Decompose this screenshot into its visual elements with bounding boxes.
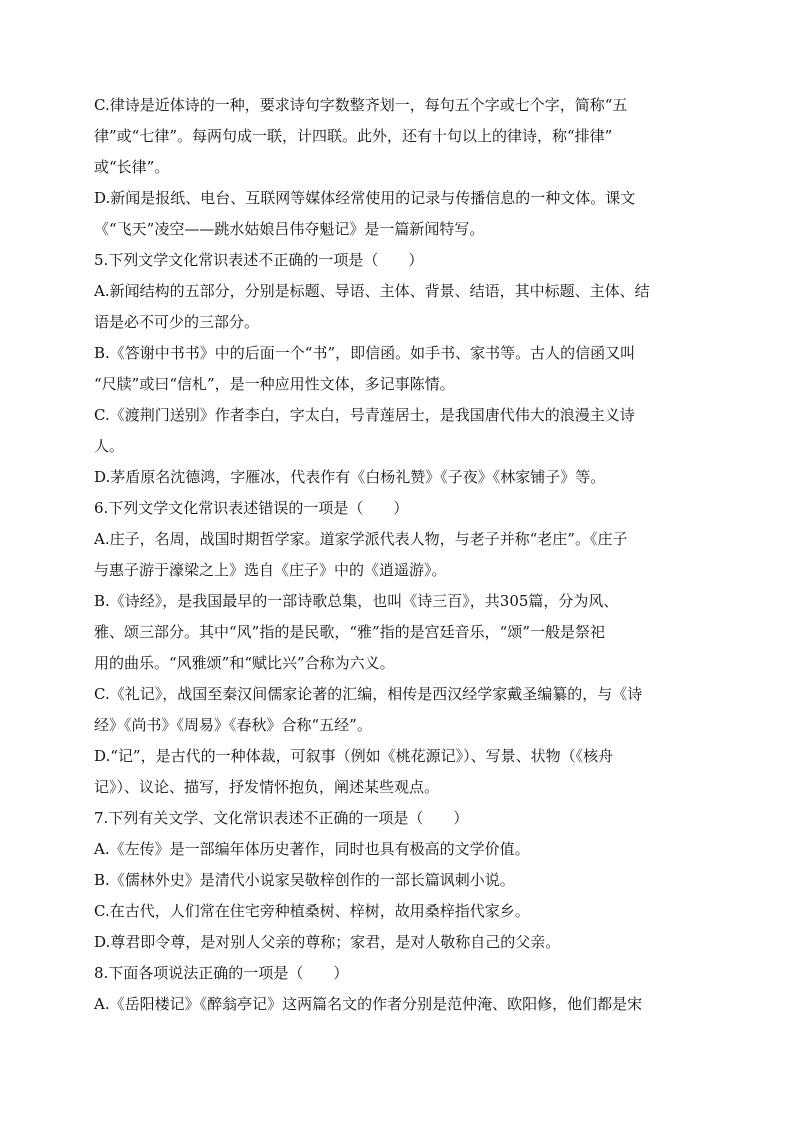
text-line: B.《答谢中书书》中的后面一个“书”，即信函。如手书、家书等。古人的信函又叫 — [94, 344, 636, 362]
text-line: D.茅盾原名沈德鸿，字雁冰，代表作有《白杨礼赞》《子夜》《林家铺子》等。 — [94, 468, 606, 486]
text-line: 人。 — [94, 437, 125, 455]
text-line: 《“飞天”凌空——跳水姑娘吕伟夺魁记》是一篇新闻特写。 — [94, 220, 485, 238]
question-8-stem: 8.下面各项说法正确的一项是（ ） — [94, 964, 349, 982]
text-line: 用的曲乐。“风雅颂”和“赋比兴”合称为六义。 — [94, 654, 395, 672]
text-line: C.《渡荆门送别》作者李白，字太白，号青莲居士，是我国唐代伟大的浪漫主义诗 — [94, 406, 635, 424]
text-line: D.新闻是报纸、电台、互联网等媒体经常使用的记录与传播信息的一种文体。课文 — [94, 189, 636, 207]
text-line: “尺牍”或曰“信札”，是一种应用性文体，多记事陈情。 — [94, 375, 455, 393]
question-6-stem: 6.下列文学文化常识表述错误的一项是（ ） — [94, 499, 409, 517]
text-line: A.庄子，名周，战国时期哲学家。道家学派代表人物，与老子并称“老庄”。《庄子 — [94, 530, 628, 548]
text-line: D.“记”，是古代的一种体裁，可叙事（例如《桃花源记》）、写景、状物（《核舟 — [94, 747, 614, 765]
text-line: C.《礼记》，战国至秦汉间儒家论著的汇编，相传是西汉经学家戴圣编纂的，与《诗 — [94, 685, 643, 703]
text-line: 律”或“七律”。每两句成一联，计四联。此外，还有十句以上的律诗，称“排律” — [94, 127, 613, 145]
text-line: A.新闻结构的五部分，分别是标题、导语、主体、背景、结语，其中标题、主体、结 — [94, 282, 650, 300]
text-line: B.《诗经》，是我国最早的一部诗歌总集，也叫《诗三百》，共305篇，分为风、 — [94, 592, 619, 610]
question-text-block — [94, 90, 700, 1020]
text-line: 或“长律”。 — [94, 158, 170, 176]
text-line: A.《左传》是一部编年体历史著作，同时也具有极高的文学价值。 — [94, 840, 530, 858]
text-line: C.律诗是近体诗的一种，要求诗句字数整齐划一，每句五个字或七个字，简称“五 — [94, 96, 628, 114]
text-line: C.在古代，人们常在住宅旁种植桑树、梓树，故用桑梓指代家乡。 — [94, 902, 530, 920]
text-line: 记》）、议论、描写，抒发情怀抱负，阐述某些观点。 — [94, 778, 440, 796]
text-line: D.尊君即令尊，是对别人父亲的尊称；家君，是对人敬称自己的父亲。 — [94, 933, 561, 951]
text-line: A.《岳阳楼记》《醉翁亭记》这两篇名文的作者分别是范仲淹、欧阳修，他们都是宋 — [94, 995, 643, 1013]
text-line: 雅、颂三部分。其中“风”指的是民歌，“雅”指的是宫廷音乐，“颂”一般是祭祀 — [94, 623, 606, 641]
text-line: 经》《尚书》《周易》《春秋》合称“五经”。 — [94, 716, 372, 734]
text-line: B.《儒林外史》是清代小说家吴敬梓创作的一部长篇讽刺小说。 — [94, 871, 515, 889]
question-7-stem: 7.下列有关文学、文化常识表述不正确的一项是（ ） — [94, 809, 469, 827]
text-line: 语是必不可少的三部分。 — [94, 313, 260, 331]
question-5-stem: 5.下列文学文化常识表述不正确的一项是（ ） — [94, 251, 424, 269]
text-line: 与惠子游于濠梁之上》选自《庄子》中的《逍遥游》。 — [94, 561, 447, 579]
